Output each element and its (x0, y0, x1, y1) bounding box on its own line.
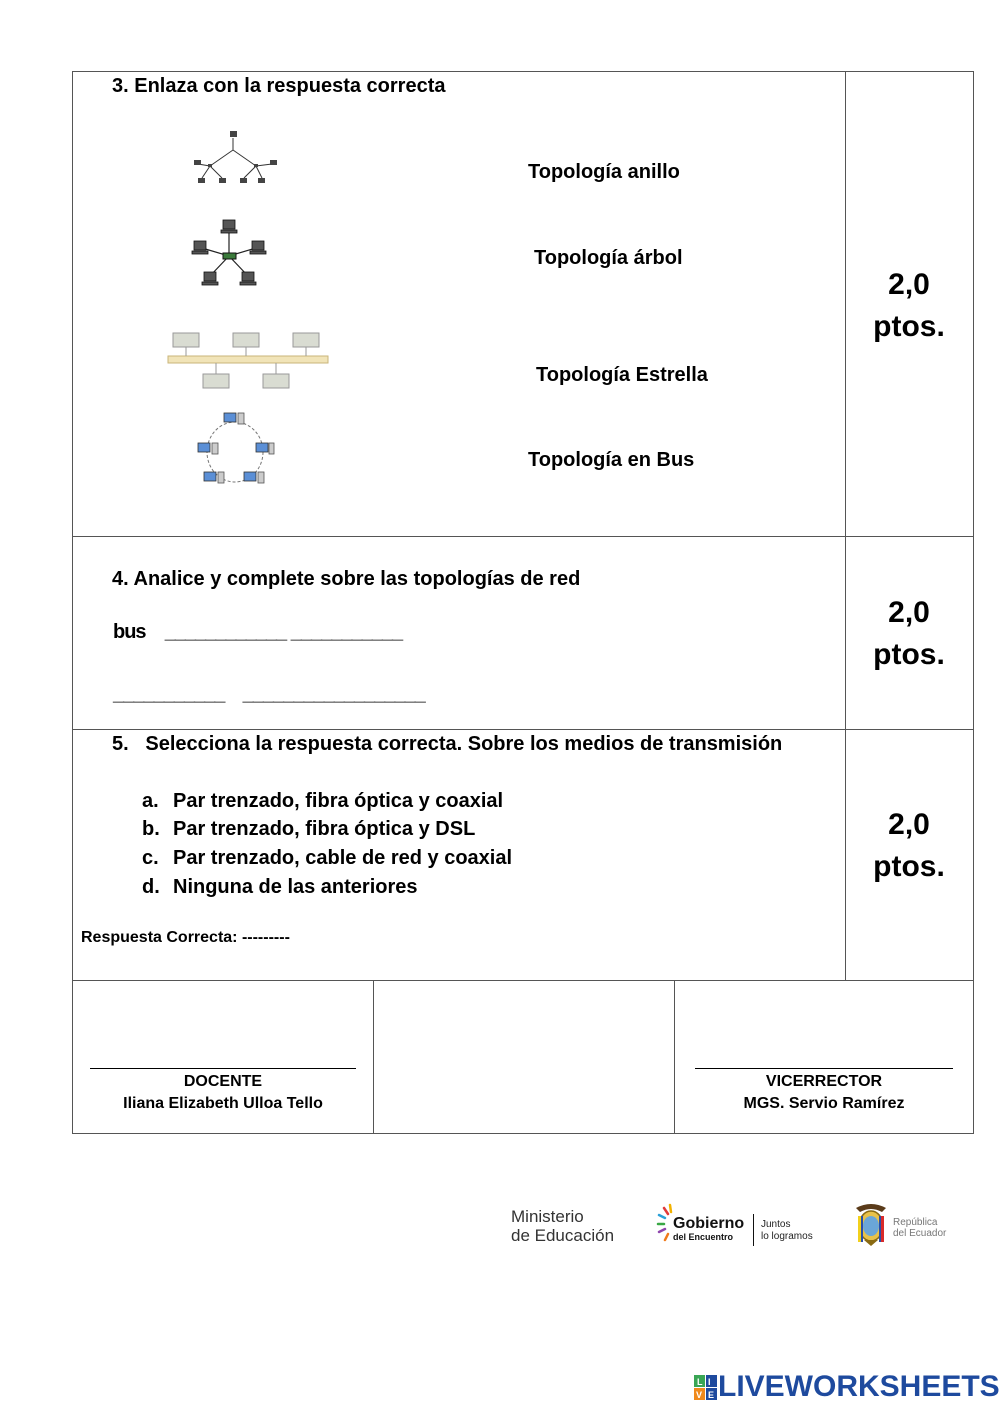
q5-option-c[interactable]: c. Par trenzado, cable de red y coaxial (142, 847, 513, 869)
label-bus-topology[interactable]: Topología en Bus (528, 449, 695, 471)
ministerio-logo: Ministerio de Educación (511, 1207, 615, 1245)
row-divider-2 (73, 729, 973, 730)
ring-topology-image[interactable] (194, 410, 276, 490)
q4-blank-1[interactable]: ____________ ___________ (164, 621, 403, 643)
republica-logo: República del Ecuador (893, 1217, 947, 1239)
bus-topology-image[interactable] (166, 328, 330, 392)
label-star-topology[interactable]: Topología Estrella (536, 364, 708, 386)
q4-blank-2[interactable]: ___________ __________________ (113, 683, 425, 705)
tree-topology-image[interactable] (190, 128, 282, 190)
label-tree-topology[interactable]: Topología árbol (534, 247, 683, 269)
star-topology-image[interactable] (190, 216, 270, 290)
q4-points: 2,0 ptos. (873, 596, 945, 671)
row-divider-3 (73, 980, 973, 981)
q4-line-1 (113, 621, 402, 644)
signature-line-vicerrector (695, 1068, 953, 1069)
svg-text:I: I (708, 1377, 711, 1387)
liveworksheets-watermark: LIVEWORKSHEETS (718, 1370, 1000, 1403)
liveworksheets-logo-icon (694, 1375, 718, 1401)
row-divider-1 (73, 536, 973, 537)
q5-title: 5. Selecciona la respuesta correcta. Sobre los medios de transmisión (112, 733, 783, 755)
ecuador-coat-of-arms-icon (852, 1200, 890, 1248)
juntos-logo: Juntos lo logramos (761, 1219, 813, 1242)
docente-role: DOCENTE (183, 1073, 263, 1090)
q3-title: 3. Enlaza con la respuesta correcta (112, 75, 446, 97)
signature-line-docente (90, 1068, 356, 1069)
logo-separator (753, 1214, 754, 1246)
q5-answer[interactable]: Respuesta Correcta: --------- (81, 929, 290, 946)
signature-divider-1 (373, 980, 374, 1134)
q5-option-d[interactable]: d. Ninguna de las anteriores (142, 876, 418, 898)
svg-text:E: E (708, 1390, 715, 1400)
q3-points: 2,0 ptos. (873, 268, 945, 343)
label-ring-topology[interactable]: Topología anillo (528, 161, 680, 183)
q5-option-b[interactable]: b. Par trenzado, fibra óptica y DSL (142, 818, 476, 840)
signature-vicerrector (674, 1073, 974, 1113)
vicerrector-name: MGS. Servio Ramírez (743, 1095, 905, 1112)
svg-text:L: L (697, 1377, 703, 1387)
gobierno-logo: Gobierno del Encuentro (673, 1215, 745, 1242)
q5-points: 2,0 ptos. (873, 808, 945, 883)
docente-name: Iliana Elizabeth Ulloa Tello (123, 1095, 323, 1112)
vicerrector-role: VICERRECTOR (765, 1073, 883, 1090)
q4-title: 4. Analice y complete sobre las topologías de red (112, 568, 581, 590)
svg-text:V: V (696, 1390, 703, 1400)
q4-word-bus: bus (113, 621, 146, 643)
signature-docente (73, 1073, 373, 1113)
q5-option-a[interactable]: a. Par trenzado, fibra óptica y coaxial (142, 790, 504, 812)
